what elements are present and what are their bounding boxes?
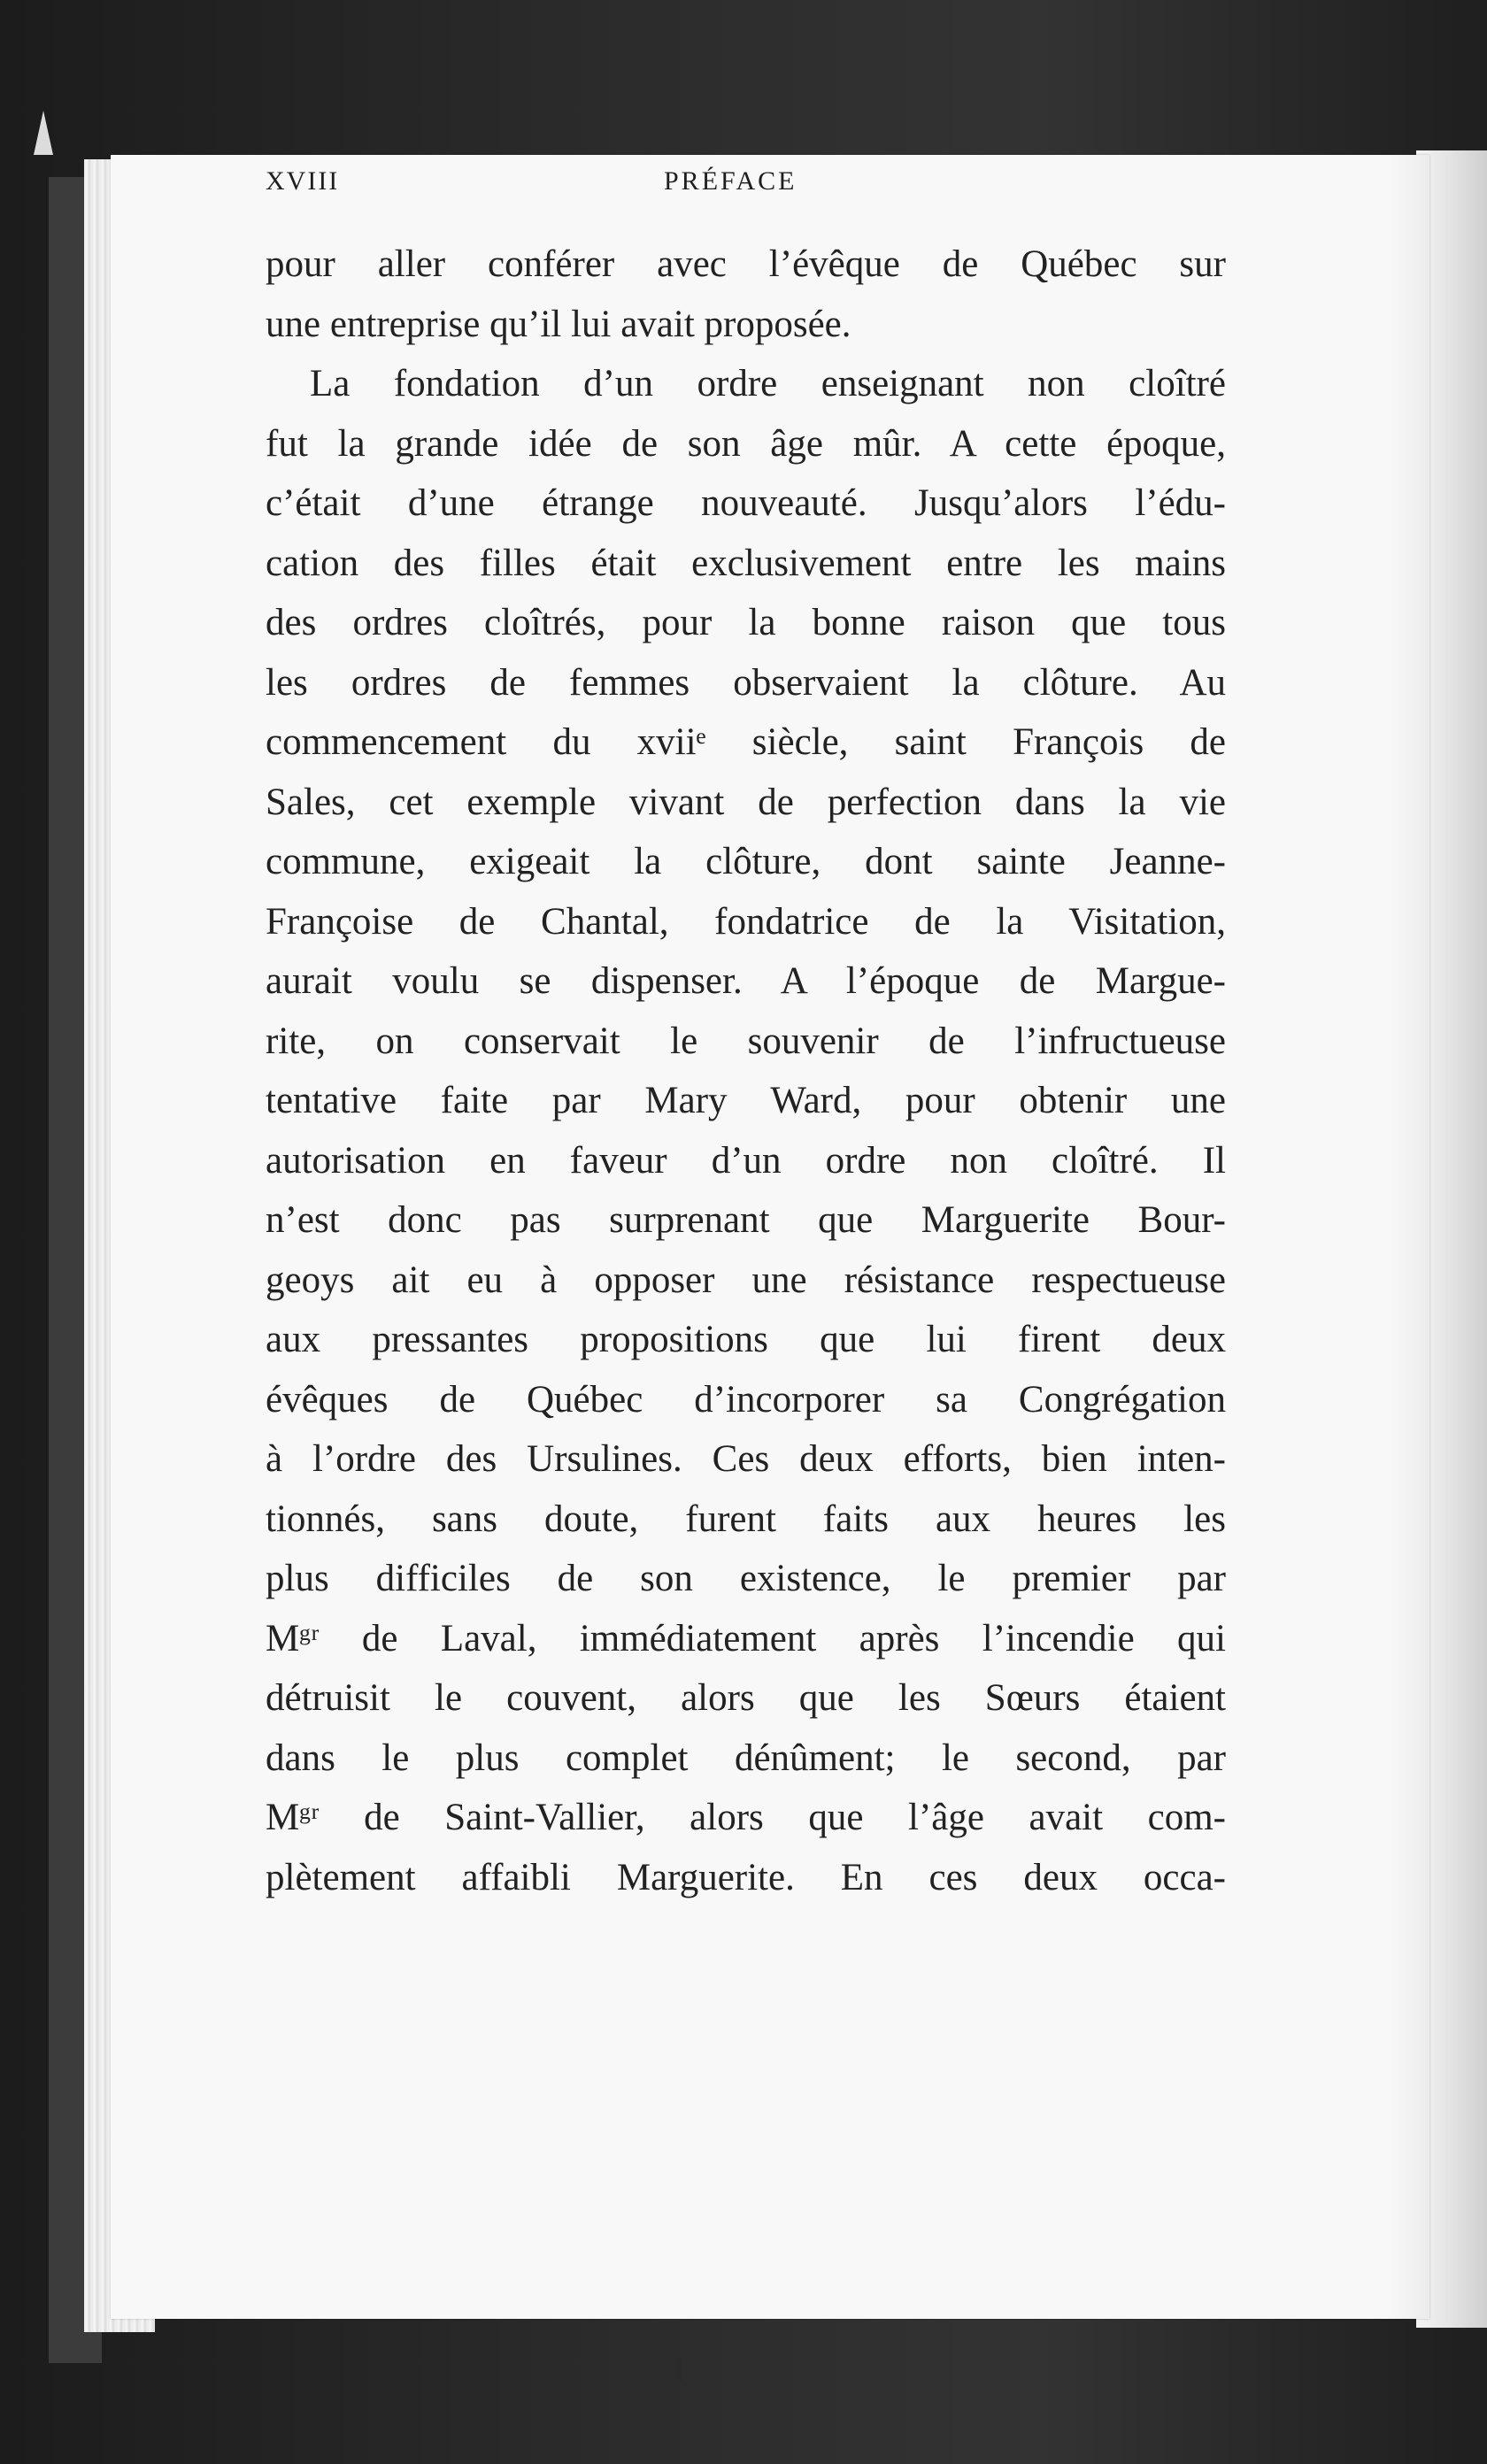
text-line: Françoise de Chantal, fondatrice de la Visitation, xyxy=(266,900,1226,943)
text-line: les ordres de femmes observaient la clôture. Au xyxy=(266,661,1226,704)
text-line: autorisation en faveur d’un ordre non cloîtré. Il xyxy=(266,1139,1226,1182)
text-line: cation des filles était exclusivement entre les mains xyxy=(266,542,1226,584)
text-line: fut la grande idée de son âge mûr. A cette époque, xyxy=(266,422,1226,465)
running-head xyxy=(266,166,912,211)
text-line: détruisit le couvent, alors que les Sœurs étaient xyxy=(266,1677,1226,1719)
text-line: aurait voulu se dispenser. A l’époque de Margue- xyxy=(266,960,1226,1002)
text-line: rite, on conservait le souvenir de l’infructueuse xyxy=(266,1020,1226,1062)
body-text xyxy=(266,235,1226,1907)
text-line: La fondation d’un ordre enseignant non cloîtré xyxy=(310,363,1226,404)
text-line: tentative faite par Mary Ward, pour obtenir une xyxy=(266,1080,1226,1121)
text-line: pour aller conférer avec l’évêque de Québec sur xyxy=(266,243,1226,285)
text-line: aux pressantes propositions que lui firent deux xyxy=(266,1319,1226,1360)
text-line: des ordres cloîtrés, pour la bonne raison que tous xyxy=(266,602,1226,643)
running-title: PRÉFACE xyxy=(664,166,797,196)
scan-speck xyxy=(677,2359,682,2383)
text-line: Mᵍʳ de Saint-Vallier, alors que l’âge avait com- xyxy=(266,1797,1226,1838)
text-line: n’est donc pas surprenant que Marguerite Bour- xyxy=(266,1199,1226,1241)
text-line: évêques de Québec d’incorporer sa Congrégation xyxy=(266,1378,1226,1421)
text-line: commencement du xviiᵉ siècle, saint François de xyxy=(266,721,1226,763)
text-line: Sales, cet exemple vivant de perfection dans la vie xyxy=(266,781,1226,823)
text-line: dans le plus complet dénûment; le second, par xyxy=(266,1736,1226,1779)
text-line: geoys ait eu à opposer une résistance respectueuse xyxy=(266,1259,1226,1301)
text-line: commune, exigeait la clôture, dont sainte Jeanne- xyxy=(266,841,1226,882)
text-line: c’était d’une étrange nouveauté. Jusqu’alors l’édu- xyxy=(266,482,1226,524)
page-number: XVIII xyxy=(266,166,340,196)
text-line: une entreprise qu’il lui avait proposée. xyxy=(266,303,851,345)
gutter-shadow xyxy=(1385,155,1429,2319)
text-line: plus difficiles de son existence, le premier par xyxy=(266,1558,1226,1599)
text-line: à l’ordre des Ursulines. Ces deux efforts, bien inten- xyxy=(266,1438,1226,1480)
text-line: tionnés, sans doute, furent faits aux heures les xyxy=(266,1498,1226,1540)
text-line: Mᵍʳ de Laval, immédiatement après l’incendie qui xyxy=(266,1617,1226,1659)
text-line: plètement affaibli Marguerite. En ces deux occa- xyxy=(266,1856,1226,1898)
